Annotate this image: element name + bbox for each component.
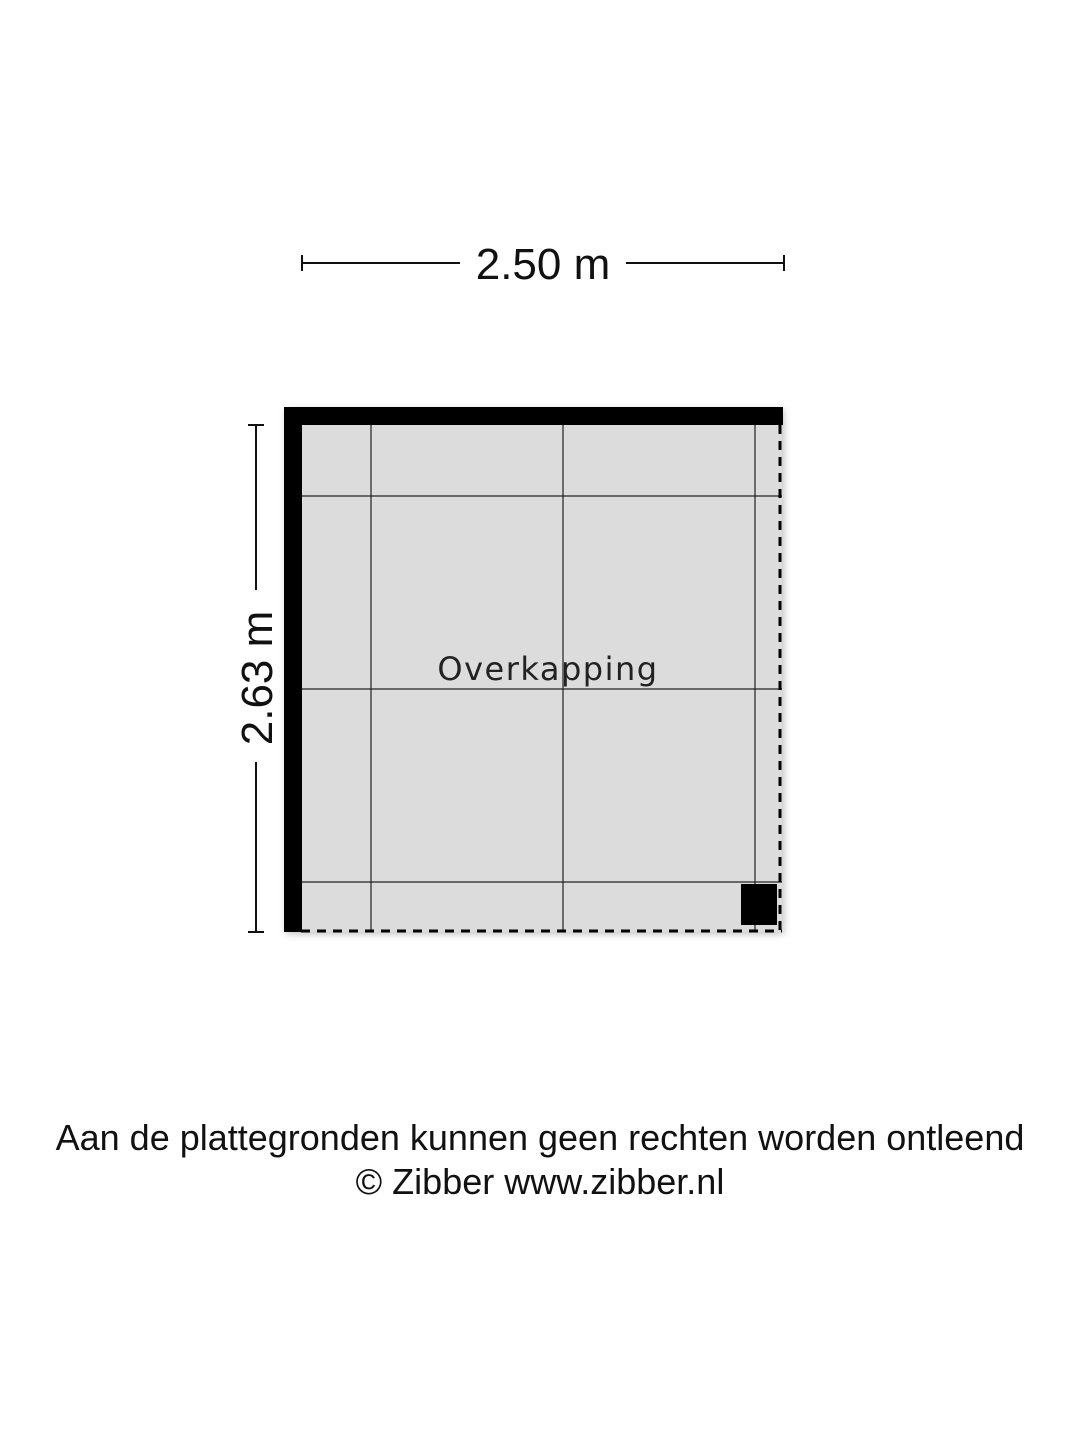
width-dimension-label: 2.50 m bbox=[475, 240, 611, 289]
wall-left bbox=[284, 407, 302, 932]
support-post bbox=[741, 884, 777, 925]
disclaimer-text: Aan de plattegronden kunnen geen rechten worden ontleend bbox=[55, 1117, 1025, 1158]
width-dimension bbox=[302, 240, 784, 289]
height-dimension-label: 2.63 m bbox=[233, 610, 282, 746]
room-label: Overkapping bbox=[437, 650, 659, 688]
height-dimension bbox=[233, 425, 282, 932]
copyright-text: © Zibber www.zibber.nl bbox=[355, 1161, 725, 1202]
wall-top bbox=[284, 407, 783, 425]
